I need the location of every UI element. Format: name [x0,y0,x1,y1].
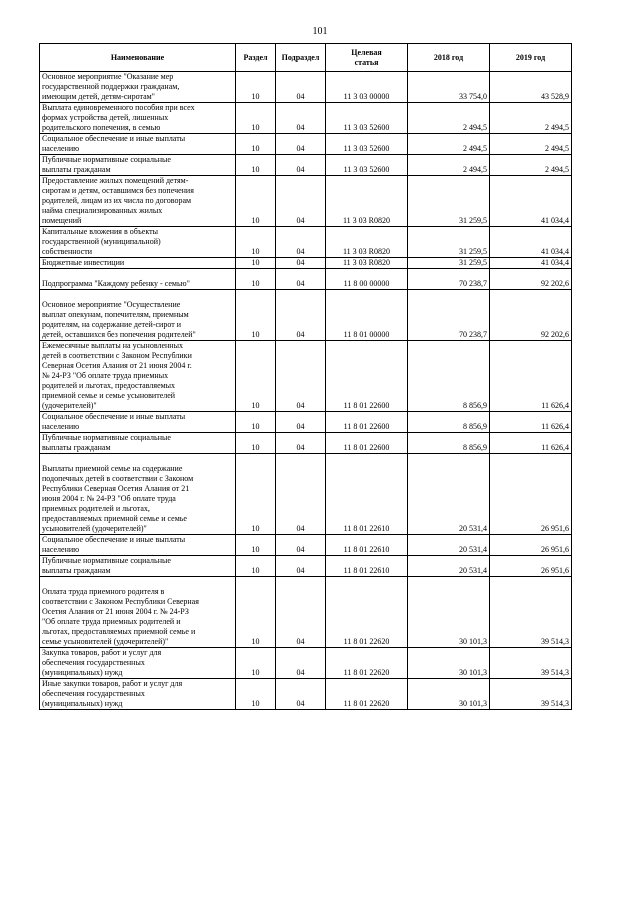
row-statya: 11 3 03 52600 [326,155,408,176]
row-name: Социальное обеспечение и иные выплаты населению [40,412,236,433]
row-podrazdel: 04 [276,290,326,341]
row-razdel: 10 [236,535,276,556]
row-2018: 70 238,7 [408,290,490,341]
row-name: Иные закупки товаров, работ и услуг для обеспечения государственных (муниципальных) нужд [40,679,236,710]
table-row [40,269,572,290]
row-2019: 11 626,4 [490,433,572,454]
row-2019: 26 951,6 [490,556,572,577]
row-2019: 2 494,5 [490,155,572,176]
row-2019: 92 202,6 [490,269,572,290]
table-row [40,155,572,176]
budget-table [39,43,572,710]
row-2018: 30 101,3 [408,577,490,648]
row-podrazdel: 04 [276,155,326,176]
row-2018: 30 101,3 [408,648,490,679]
table-row [40,648,572,679]
row-podrazdel: 04 [276,134,326,155]
row-name: Подпрограмма "Каждому ребенку - семью" [40,269,236,290]
row-podrazdel: 04 [276,556,326,577]
row-name: Публичные нормативные социальные выплаты гражданам [40,556,236,577]
table-row [40,433,572,454]
row-podrazdel: 04 [276,72,326,103]
row-statya: 11 8 01 22600 [326,412,408,433]
row-2019: 41 034,4 [490,258,572,269]
table-row [40,134,572,155]
row-statya: 11 8 01 22600 [326,341,408,412]
row-2018: 20 531,4 [408,535,490,556]
header-2018: 2018 год [408,44,490,72]
row-2018: 2 494,5 [408,103,490,134]
row-2019: 11 626,4 [490,341,572,412]
row-name: Публичные нормативные социальные выплаты гражданам [40,155,236,176]
table-row [40,556,572,577]
row-razdel: 10 [236,72,276,103]
row-name: Социальное обеспечение и иные выплаты населению [40,535,236,556]
row-2018: 8 856,9 [408,341,490,412]
row-statya: 11 3 03 00000 [326,72,408,103]
row-podrazdel: 04 [276,103,326,134]
table-row [40,412,572,433]
row-2019: 43 528,9 [490,72,572,103]
row-name: Предоставление жилых помещений детям- сиротам и детям, оставшимся без попечения родителей, лицам из их числа по договорам найма специализированных жилых помещений [40,176,236,227]
table-row [40,679,572,710]
row-podrazdel: 04 [276,648,326,679]
row-razdel: 10 [236,577,276,648]
row-2018: 31 259,5 [408,227,490,258]
row-razdel: 10 [236,155,276,176]
row-razdel: 10 [236,556,276,577]
header-2019: 2019 год [490,44,572,72]
row-razdel: 10 [236,258,276,269]
row-2018: 70 238,7 [408,269,490,290]
row-name: Выплаты приемной семье на содержание подопечных детей в соответствии с Законом Республики Северная Осетия Алания от 21 июня 2004 г. № 24-РЗ "Об оплате труда приемных родителей и льготах, предоставляемых приемной семье и семье усыновителей (удочерителей)" [40,454,236,535]
row-2019: 92 202,6 [490,290,572,341]
row-razdel: 10 [236,269,276,290]
header-statya: Целевая статья [326,44,408,72]
row-statya: 11 8 01 22620 [326,577,408,648]
table-row [40,258,572,269]
table-row [40,227,572,258]
table-row [40,103,572,134]
row-podrazdel: 04 [276,412,326,433]
row-statya: 11 8 01 22600 [326,433,408,454]
row-statya: 11 8 01 22610 [326,454,408,535]
row-podrazdel: 04 [276,577,326,648]
page-number: 101 [312,26,328,37]
row-razdel: 10 [236,134,276,155]
row-statya: 11 8 01 22620 [326,679,408,710]
row-podrazdel: 04 [276,227,326,258]
row-podrazdel: 04 [276,454,326,535]
row-podrazdel: 04 [276,258,326,269]
table-row [40,341,572,412]
table-row [40,176,572,227]
row-razdel: 10 [236,103,276,134]
row-razdel: 10 [236,648,276,679]
row-2019: 26 951,6 [490,454,572,535]
row-statya: 11 3 03 52600 [326,103,408,134]
row-name: Бюджетные инвестиции [40,258,236,269]
row-razdel: 10 [236,290,276,341]
row-razdel: 10 [236,176,276,227]
row-2018: 33 754,0 [408,72,490,103]
row-razdel: 10 [236,679,276,710]
table-row [40,577,572,648]
row-statya: 11 8 01 22610 [326,535,408,556]
row-statya: 11 3 03 R0820 [326,258,408,269]
row-podrazdel: 04 [276,535,326,556]
row-2018: 30 101,3 [408,679,490,710]
row-2019: 39 514,3 [490,577,572,648]
row-2019: 39 514,3 [490,679,572,710]
row-2018: 8 856,9 [408,433,490,454]
row-podrazdel: 04 [276,679,326,710]
row-podrazdel: 04 [276,269,326,290]
row-2018: 31 259,5 [408,176,490,227]
row-2018: 2 494,5 [408,155,490,176]
row-2019: 11 626,4 [490,412,572,433]
row-2018: 20 531,4 [408,556,490,577]
row-razdel: 10 [236,412,276,433]
row-name: Выплата единовременного пособия при всех формах устройства детей, лишенных родительского попечения, в семью [40,103,236,134]
row-2019: 26 951,6 [490,535,572,556]
row-2018: 20 531,4 [408,454,490,535]
table-row [40,290,572,341]
row-name: Публичные нормативные социальные выплаты гражданам [40,433,236,454]
row-podrazdel: 04 [276,176,326,227]
row-podrazdel: 04 [276,341,326,412]
row-statya: 11 8 00 00000 [326,269,408,290]
row-2019: 41 034,4 [490,176,572,227]
row-name: Социальное обеспечение и иные выплаты населению [40,134,236,155]
row-2018: 8 856,9 [408,412,490,433]
row-name: Капитальные вложения в объекты государственной (муниципальной) собственности [40,227,236,258]
header-name: Наименование [40,44,236,72]
row-podrazdel: 04 [276,433,326,454]
row-2018: 2 494,5 [408,134,490,155]
row-2019: 2 494,5 [490,103,572,134]
row-statya: 11 8 01 22620 [326,648,408,679]
row-name: Основное мероприятие "Оказание мер государственной поддержки гражданам, имеющим детей, детям-сиротам" [40,72,236,103]
row-razdel: 10 [236,454,276,535]
row-razdel: 10 [236,341,276,412]
row-name: Оплата труда приемного родителя в соответствии с Законом Республики Северная Осетия Алания от 21 июня 2004 г. № 24-РЗ "Об оплате труда приемных родителей и льготах, предоставляемых приемной семье и семье усыновителей (удочерителей)" [40,577,236,648]
row-razdel: 10 [236,433,276,454]
row-2019: 2 494,5 [490,134,572,155]
row-name: Основное мероприятие "Осуществление выплат опекунам, попечителям, приемным родителям, на содержание детей-сирот и детей, оставшихся без попечения родителей" [40,290,236,341]
table-header-row [40,44,572,72]
row-2019: 41 034,4 [490,227,572,258]
table-row [40,454,572,535]
header-razdel: Раздел [236,44,276,72]
row-name: Ежемесячные выплаты на усыновленных детей в соответствии с Законом Республики Северная Осетия Алания от 21 июня 2004 г. № 24-РЗ "Об оплате труда приемных родителей и льготах, предоставляемых приемной семье и семье усыновителей (удочерителей)" [40,341,236,412]
row-statya: 11 3 03 52600 [326,134,408,155]
row-statya: 11 8 01 22610 [326,556,408,577]
table-row [40,535,572,556]
header-podrazdel: Подраздел [276,44,326,72]
row-2019: 39 514,3 [490,648,572,679]
row-statya: 11 3 03 R0820 [326,227,408,258]
table-row [40,72,572,103]
row-statya: 11 8 01 00000 [326,290,408,341]
row-2018: 31 259,5 [408,258,490,269]
row-statya: 11 3 03 R0820 [326,176,408,227]
row-name: Закупка товаров, работ и услуг для обеспечения государственных (муниципальных) нужд [40,648,236,679]
row-razdel: 10 [236,227,276,258]
